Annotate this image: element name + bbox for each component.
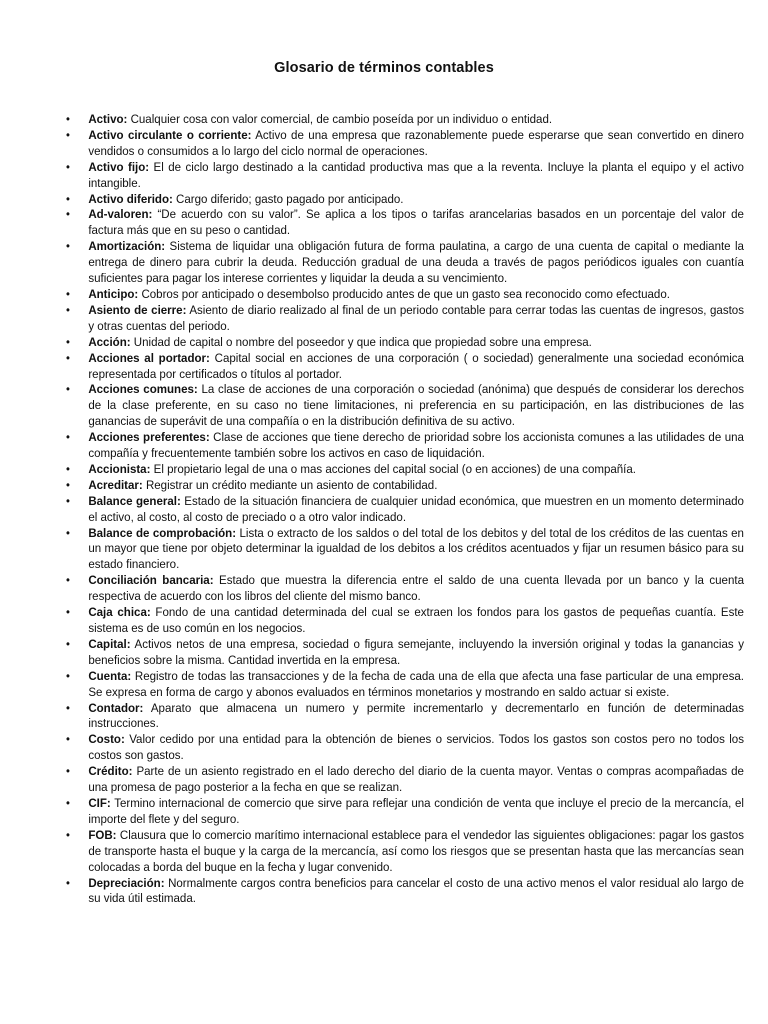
- glossary-entry: [66, 287, 744, 303]
- glossary-definition: Valor cedido por una entidad para la obtención de bienes o servicios. Todos los gastos son costos pero no todos los costos son gastos.: [88, 732, 744, 763]
- glossary-term: Accionista:: [88, 461, 151, 476]
- glossary-term: Balance de comprobación:: [88, 525, 237, 540]
- glossary-definition: Cualquier cosa con valor comercial, de cambio poseída por un individuo o entidad.: [127, 112, 553, 126]
- glossary-definition: Clase de acciones que tiene derecho de prioridad sobre los accionista comunes a las utilidades de una compañía y frecuentemente también sobre los activos en caso de liquidación.: [88, 430, 744, 461]
- glossary-term: CIF:: [88, 795, 111, 810]
- glossary-definition: Termino internacional de comercio que sirve para reflejar una condición de venta que incluye el precio de la mercancía, el importe del flete y del seguro.: [88, 795, 744, 826]
- glossary-term: Balance general:: [88, 493, 181, 508]
- glossary-entry: [66, 494, 744, 526]
- glossary-term: Activo fijo:: [88, 159, 150, 174]
- glossary-entry: [66, 526, 744, 574]
- glossary-entry: [66, 128, 744, 160]
- glossary-entry: [66, 669, 744, 701]
- glossary-entry: [66, 192, 744, 208]
- glossary-definition: Lista o extracto de los saldos o del total de los debitos y del total de los créditos de las cuentas en un mayor que tiene por objeto determinar la igualdad de los debitos a los créditos acentuados y fijar un resumen básico para su estado financiero.: [88, 525, 744, 572]
- glossary-term: Conciliación bancaria:: [88, 573, 214, 588]
- glossary-entry: [66, 478, 744, 494]
- glossary-term: Asiento de cierre:: [88, 302, 187, 317]
- bullet-icon: •: [66, 159, 70, 174]
- glossary-term: Acción:: [88, 334, 131, 349]
- glossary-definition: “De acuerdo con su valor”. Se aplica a los tipos o tarifas arancelarias basados en un porcentaje del valor de factura más que en su peso o cantidad.: [88, 207, 744, 238]
- glossary-entry: [66, 351, 744, 383]
- glossary-definition: Capital social en acciones de una corporación ( o sociedad) generalmente una sociedad económica representada por certificados o títulos al portador.: [88, 350, 744, 381]
- glossary-entry: [66, 876, 744, 908]
- glossary-definition: Cargo diferido; gasto pagado por anticipado.: [172, 191, 404, 206]
- bullet-icon: •: [66, 334, 70, 349]
- glossary-definition: Estado de la situación financiera de cualquier unidad económica, que muestren en un momento determinado el activo, al costo, al costo de preciado o a otro valor indicado.: [88, 493, 744, 524]
- glossary-term: Depreciación:: [88, 875, 165, 890]
- bullet-icon: •: [66, 700, 70, 715]
- glossary-term: Costo:: [88, 732, 125, 747]
- glossary-definition: Parte de un asiento registrado en el lado derecho del diario de la cuenta mayor. Ventas o compras acompañadas de una promesa de pago posterior a la fecha en que se realizan.: [88, 764, 744, 795]
- bullet-icon: •: [66, 382, 70, 397]
- glossary-entry: [66, 828, 744, 876]
- glossary-term: Capital:: [88, 636, 131, 651]
- bullet-icon: •: [66, 605, 70, 620]
- glossary-entry: [66, 701, 744, 733]
- bullet-icon: •: [66, 477, 70, 492]
- glossary-definition: Aparato que almacena un numero y permite incrementarlo y decrementarlo en función de determinadas instrucciones.: [88, 700, 744, 731]
- glossary-entry: [66, 605, 744, 637]
- glossary-entry: [66, 732, 744, 764]
- glossary-term: Activo circulante o corriente:: [88, 127, 252, 142]
- glossary-entry: [66, 382, 744, 430]
- bullet-icon: •: [66, 764, 70, 779]
- glossary-definition: Registrar un crédito mediante un asiento de contabilidad.: [142, 477, 438, 492]
- bullet-icon: •: [66, 430, 70, 445]
- glossary-definition: Unidad de capital o nombre del poseedor y que indica que propiedad sobre una empresa.: [130, 334, 592, 349]
- bullet-icon: •: [66, 875, 70, 890]
- bullet-icon: •: [66, 795, 70, 810]
- bullet-icon: •: [66, 302, 70, 317]
- glossary-entry: [66, 335, 744, 351]
- glossary-term: FOB:: [88, 827, 117, 842]
- glossary-entry: [66, 430, 744, 462]
- bullet-icon: •: [66, 461, 70, 476]
- glossary-term: Acciones al portador:: [88, 350, 210, 365]
- glossary-term: Acreditar:: [88, 477, 143, 492]
- glossary-term: Amortización:: [88, 239, 166, 254]
- glossary-definition: Activos netos de una empresa, sociedad o figura semejante, incluyendo la inversión original y todas la ganancias y beneficios sobre la misma. Cantidad invertida en la empresa.: [88, 636, 744, 667]
- glossary-entry: [66, 573, 744, 605]
- glossary-entry: [66, 160, 744, 192]
- glossary-entry: [66, 239, 744, 287]
- glossary-entry: [66, 207, 744, 239]
- glossary-term: Crédito:: [88, 764, 133, 779]
- glossary-term: Ad-valoren:: [88, 207, 153, 222]
- bullet-icon: •: [66, 207, 70, 222]
- glossary-term: Activo diferido:: [88, 191, 173, 206]
- bullet-icon: •: [66, 191, 70, 206]
- glossary-definition: Estado que muestra la diferencia entre el saldo de una cuenta llevada por un banco y la cuenta respectiva de acuerdo con los libros del cliente del mismo banco.: [88, 573, 744, 604]
- bullet-icon: •: [66, 127, 70, 142]
- glossary-list: [66, 112, 744, 907]
- glossary-definition: La clase de acciones de una corporación o sociedad (anónima) que después de considerar los derechos de la clase preferente, en su caso no tiene limitaciones, ni preferencia en su participación, en las distribuciones de las ganancias de superávit de una compañía o en la distribución definitiva de su activo.: [88, 382, 744, 429]
- glossary-entry: [66, 303, 744, 335]
- bullet-icon: •: [66, 350, 70, 365]
- bullet-icon: •: [66, 239, 70, 254]
- glossary-definition: El de ciclo largo destinado a la cantidad productiva mas que a la reventa. Incluye la planta el equipo y el activo intangible.: [88, 159, 744, 190]
- glossary-definition: Normalmente cargos contra beneficios para cancelar el costo de una activo menos el valor residual alo largo de su vida útil estimada.: [88, 875, 744, 906]
- bullet-icon: •: [66, 525, 70, 540]
- glossary-definition: Cobros por anticipado o desembolso producido antes de que un gasto sea reconocido como efectuado.: [138, 286, 670, 301]
- bullet-icon: •: [66, 827, 70, 842]
- glossary-term: Cuenta:: [88, 668, 132, 683]
- glossary-term: Acciones preferentes:: [88, 430, 210, 445]
- glossary-term: Contador:: [88, 700, 144, 715]
- glossary-entry: [66, 637, 744, 669]
- bullet-icon: •: [66, 732, 70, 747]
- glossary-definition: Clausura que lo comercio marítimo internacional establece para el vendedor las siguientes obligaciones: pagar los gastos de transporte hasta el buque y la carga de la mercancía, así como los riesgos que se presentan hasta que las mercancías sean colocadas a borda del buque en la fecha y lugar convenido.: [88, 827, 744, 874]
- glossary-term: Activo:: [88, 112, 128, 126]
- glossary-definition: El propietario legal de una o mas acciones del capital social (o en acciones) de una compañía.: [150, 461, 637, 476]
- glossary-entry: [66, 796, 744, 828]
- document-title: Glosario de términos contables: [274, 60, 494, 76]
- bullet-icon: •: [66, 286, 70, 301]
- bullet-icon: •: [66, 636, 70, 651]
- bullet-icon: •: [66, 668, 70, 683]
- bullet-icon: •: [66, 112, 70, 126]
- glossary-term: Caja chica:: [88, 605, 151, 620]
- glossary-entry: [66, 462, 744, 478]
- glossary-entry: [66, 112, 744, 128]
- glossary-definition: Activo de una empresa que razonablemente puede esperarse que sean convertido en dinero vendidos o consumidos a lo largo del ciclo normal de operaciones.: [88, 127, 744, 158]
- glossary-definition: Registro de todas las transacciones y de la fecha de cada una de ella que afecta una fase particular de una empresa. Se expresa en forma de cargo y abonos evaluados en términos monetarios y mostrando en saldo actuar si existe.: [88, 668, 744, 699]
- glossary-entry: [66, 764, 744, 796]
- glossary-definition: Sistema de liquidar una obligación futura de forma paulatina, a cargo de una cuenta de capital o mediante la entrega de dinero para cubrir la deuda. Reducción gradual de una deuda a través de pagos periódicos iguales con cuantía suficientes para pagar los interese corrientes y liquidar la deuda a su vencimiento.: [88, 239, 744, 286]
- glossary-term: Acciones comunes:: [88, 382, 198, 397]
- glossary-term: Anticipo:: [88, 286, 139, 301]
- glossary-definition: Fondo de una cantidad determinada del cual se extraen los fondos para los gastos de pequeñas cuantía. Este sistema es de uso común en los negocios.: [88, 605, 744, 635]
- bullet-icon: •: [66, 493, 70, 508]
- bullet-icon: •: [66, 573, 70, 588]
- glossary-definition: Asiento de diario realizado al final de un periodo contable para cerrar todas las cuentas de ingresos, gastos y otras cuentas del periodo.: [88, 302, 744, 333]
